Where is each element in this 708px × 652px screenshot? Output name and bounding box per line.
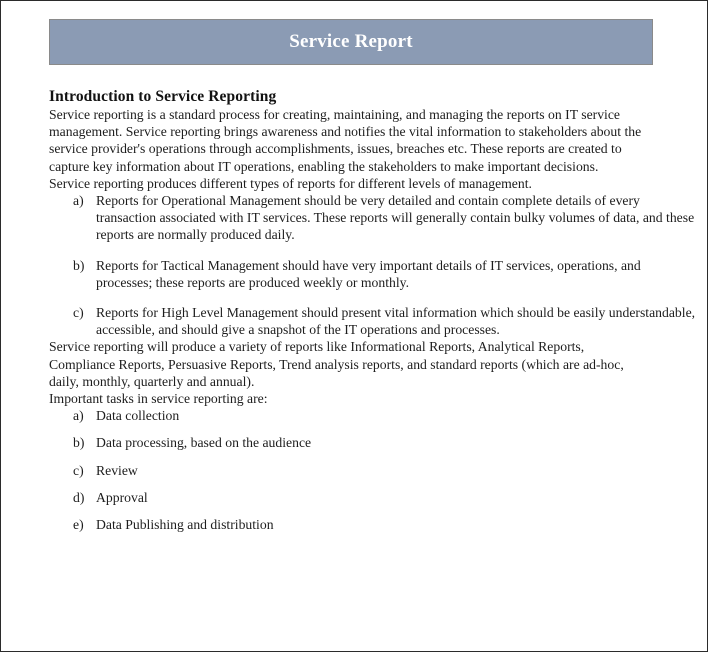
list-marker: b): [73, 257, 85, 273]
document-content: [49, 19, 696, 533]
list-item-text: Reports for Operational Management should be very detailed and contain complete details of every transaction associated with IT services. These reports will generally contain bulky volumes of data, and these reports are normally produced daily.: [96, 193, 695, 243]
paragraph-tasks-lead: Important tasks in service reporting are:: [49, 391, 268, 407]
list-marker: c): [73, 305, 84, 321]
list-item-text: Data collection: [96, 408, 180, 424]
list-marker: a): [73, 193, 84, 209]
paragraph-types-lead: Service reporting produces different types of reports for different levels of management.: [49, 175, 532, 191]
paragraph-intro: Service reporting is a standard process for creating, maintaining, and managing the reports on IT service management. Service reporting brings awareness and notifies the vital information to stakeholders about the service provider's operations through accomplishments, issues, breaches etc. These reports are created to capture key information about IT operations, enabling the stakeholders to make important decisions.: [49, 107, 642, 174]
list-item-text: Reports for Tactical Management should have very important details of IT services, operations, and processes; these reports are produced weekly or monthly.: [96, 257, 641, 290]
list-item-text: Approval: [96, 489, 148, 505]
report-levels-list: [49, 192, 696, 338]
important-tasks-list: [49, 407, 653, 533]
list-item-text: Data Publishing and distribution: [96, 517, 274, 533]
list-item: [49, 304, 697, 338]
page-title: Service Report: [289, 31, 413, 52]
paragraph-variety: Service reporting will produce a variety of reports like Informational Reports, Analytical Reports, Compliance Reports, Persuasive Reports, Trend analysis reports, and standard reports (which are ad-hoc, daily, monthly, quarterly and annual).: [49, 339, 624, 389]
list-item-text: Data processing, based on the audience: [96, 435, 312, 451]
list-item: [49, 434, 653, 451]
list-item: [49, 257, 697, 291]
list-marker: a): [73, 408, 84, 424]
list-item: [49, 192, 697, 244]
list-item: [49, 462, 653, 479]
list-item: [49, 489, 653, 506]
list-item-text: Review: [96, 462, 138, 478]
list-marker: c): [73, 462, 84, 478]
list-marker: d): [73, 489, 85, 505]
list-marker: e): [73, 517, 84, 533]
list-item-text: Reports for High Level Management should present vital information which should be easily understandable, accessible, and should give a snapshot of the IT operations and processes.: [96, 305, 696, 338]
list-marker: b): [73, 435, 85, 451]
list-item: [49, 516, 653, 533]
section-heading: Introduction to Service Reporting: [49, 88, 277, 105]
document-title-bar: [49, 19, 653, 65]
list-item: [49, 407, 653, 424]
